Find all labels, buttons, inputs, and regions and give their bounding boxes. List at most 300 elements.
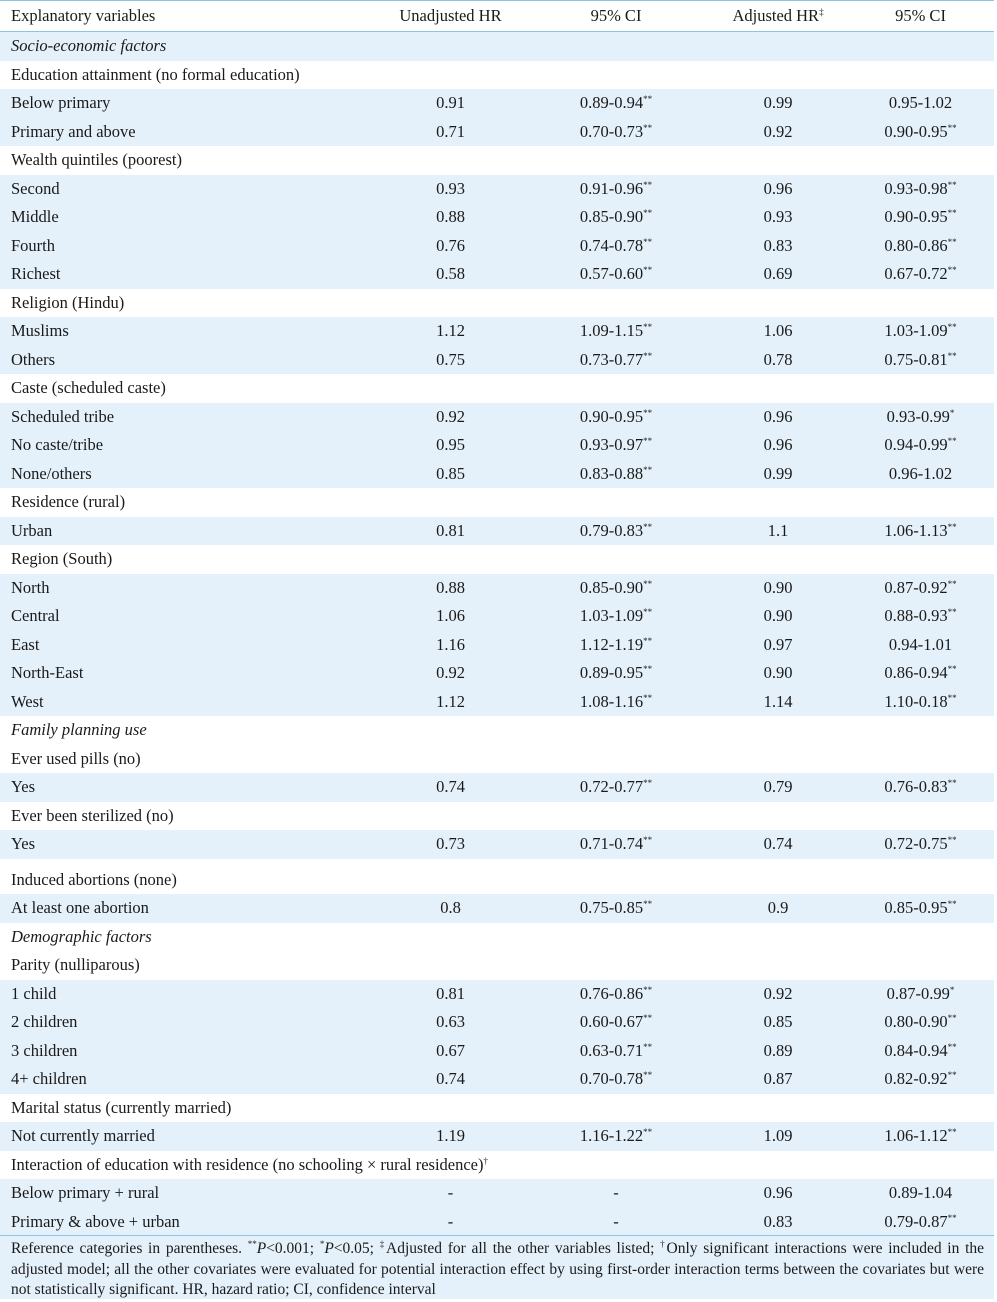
section-title: Socio-economic factors [0, 32, 994, 61]
group-title [0, 1094, 994, 1123]
unadjusted-ci-cell [523, 980, 709, 1009]
row-label: Below primary + rural [0, 1179, 378, 1208]
row-label: 2 children [0, 1008, 378, 1037]
adjusted-hr-cell: 0.92 [709, 980, 847, 1009]
significance-mark: ** [947, 578, 957, 589]
adjusted-hr-cell: 0.96 [709, 175, 847, 204]
unadjusted-ci-value: 0.93-0.97 [579, 435, 644, 454]
table-row [0, 1179, 994, 1208]
group-title-mark: † [483, 1155, 488, 1166]
table-row [0, 1122, 994, 1151]
adjusted-ci-value: 0.67-0.72 [884, 264, 948, 283]
unadjusted-hr-cell: 0.8 [378, 894, 523, 923]
section-title: Family planning use [11, 720, 147, 739]
unadjusted-hr-cell: 0.74 [378, 773, 523, 802]
row-label: Central [0, 602, 378, 631]
group-title-text: Induced abortions (none) [11, 869, 177, 889]
group-header-row [0, 951, 994, 980]
row-label: Yes [0, 830, 378, 862]
unadjusted-ci-cell [523, 1179, 709, 1208]
adjusted-ci-cell [847, 460, 994, 489]
unadjusted-ci-value: 0.71-0.74 [579, 834, 644, 853]
table-row [0, 602, 994, 631]
adjusted-ci-cell [847, 118, 994, 147]
group-title-text: Education attainment (no formal education) [11, 64, 300, 84]
unadjusted-ci-value: 0.63-0.71 [579, 1040, 644, 1060]
adjusted-ci-cell [847, 1037, 994, 1066]
group-header-row [0, 1094, 994, 1123]
header-adjusted-hr [709, 1, 847, 32]
adjusted-hr-cell: 0.78 [709, 346, 847, 375]
adjusted-ci-value: 0.89-1.04 [888, 1183, 953, 1202]
footnote-mark-double-star: ** [247, 1239, 257, 1249]
significance-mark: ** [643, 1013, 653, 1023]
adjusted-ci-value: 0.76-0.83 [884, 777, 948, 796]
unadjusted-hr-cell: 0.93 [378, 175, 523, 204]
adjusted-ci-value: 0.85-0.95 [884, 898, 948, 917]
table-row [0, 1037, 994, 1066]
header-unadjusted-hr: Unadjusted HR [378, 1, 523, 32]
significance-mark: ** [643, 1070, 653, 1080]
unadjusted-ci-value: 0.70-0.78 [579, 1069, 644, 1088]
unadjusted-ci-value: 0.57-0.60 [579, 264, 644, 283]
unadjusted-ci-cell [523, 260, 709, 289]
adjusted-ci-cell [847, 1179, 994, 1208]
significance-mark: ** [947, 236, 957, 247]
unadjusted-ci-cell [523, 517, 709, 546]
unadjusted-ci-cell [523, 431, 709, 460]
adjusted-hr-cell: 0.90 [709, 602, 847, 631]
adjusted-hr-cell: 0.89 [709, 1037, 847, 1066]
significance-mark: ** [643, 94, 653, 104]
unadjusted-ci-cell [523, 1208, 709, 1237]
unadjusted-hr-cell: 0.74 [378, 1065, 523, 1094]
unadjusted-ci-value: 1.08-1.16 [579, 691, 644, 711]
group-header-row [0, 1151, 994, 1180]
footnote-mark-star: * [319, 1239, 325, 1249]
adjusted-hr-cell: 0.79 [709, 773, 847, 802]
adjusted-hr-cell: 1.06 [709, 317, 847, 346]
group-title [0, 802, 994, 831]
row-label: North-East [0, 659, 378, 688]
unadjusted-hr-cell: 0.63 [378, 1008, 523, 1037]
group-title-text: Interaction of education with residence (no schooling × rural residence) [11, 1154, 484, 1174]
adjusted-ci-value: 0.75-0.81 [884, 349, 948, 369]
group-title [0, 862, 994, 894]
adjusted-ci-value: 0.72-0.75 [884, 834, 948, 853]
adjusted-ci-value: 0.80-0.90 [884, 1012, 948, 1031]
unadjusted-ci-cell [523, 830, 709, 862]
group-title-text: Religion (Hindu) [11, 292, 125, 312]
row-label: Primary & above + urban [0, 1208, 378, 1237]
row-label: Primary and above [0, 118, 378, 147]
unadjusted-hr-cell: 1.16 [378, 631, 523, 660]
table-row [0, 773, 994, 802]
footnote-p-symbol: P [324, 1240, 334, 1257]
unadjusted-ci-cell [523, 602, 709, 631]
footnote-p-symbol: P [256, 1240, 267, 1257]
significance-mark: ** [643, 778, 653, 788]
adjusted-ci-cell [847, 203, 994, 232]
adjusted-hr-cell: 0.96 [709, 431, 847, 460]
group-title-text: Region (South) [11, 549, 113, 568]
unadjusted-ci-value: 0.90-0.95 [579, 406, 644, 426]
significance-mark: ** [947, 664, 957, 674]
group-header-row [0, 61, 994, 90]
row-label: Yes [0, 773, 378, 802]
significance-mark: ** [947, 521, 957, 532]
significance-mark: ** [947, 208, 957, 218]
unadjusted-hr-cell: 0.88 [378, 203, 523, 232]
unadjusted-ci-cell [523, 89, 709, 118]
significance-mark: ** [643, 236, 653, 247]
table-body [0, 32, 994, 1237]
adjusted-hr-cell: 0.99 [709, 460, 847, 489]
unadjusted-hr-cell: 0.88 [378, 574, 523, 603]
footnote-text: Only significant interactions were included in the adjusted model; all the other covariates were evaluated for potential interaction effect by using first-order interaction terms between the covariates but were not statistically significant. HR, hazard ratio; CI, confidence interval [11, 1240, 984, 1298]
adjusted-hr-cell: 0.97 [709, 631, 847, 660]
significance-mark: * [949, 407, 955, 418]
group-header-row [0, 289, 994, 318]
adjusted-ci-value: 0.93-0.98 [884, 178, 948, 198]
adjusted-ci-value: 1.06-1.12 [884, 1126, 948, 1145]
group-title [0, 146, 994, 175]
group-title [0, 545, 994, 574]
adjusted-ci-value: 0.90-0.95 [884, 207, 948, 226]
unadjusted-hr-cell: 0.75 [378, 346, 523, 375]
table-row [0, 260, 994, 289]
footnote-text: Adjusted for all the other variables listed; [386, 1240, 661, 1257]
row-label: Below primary [0, 89, 378, 118]
significance-mark: ** [643, 265, 653, 275]
group-title-text: Residence (rural) [11, 492, 126, 511]
group-header-row [0, 545, 994, 574]
significance-mark: ** [643, 122, 653, 133]
unadjusted-ci-cell [523, 175, 709, 204]
unadjusted-hr-cell: 1.12 [378, 688, 523, 717]
unadjusted-hr-cell: 0.95 [378, 431, 523, 460]
significance-mark: ** [643, 1127, 653, 1137]
footnote-text: <0.001; [266, 1240, 320, 1257]
significance-mark: ** [643, 208, 653, 218]
significance-mark: ** [643, 436, 653, 446]
significance-mark: ** [643, 635, 653, 646]
adjusted-ci-cell [847, 773, 994, 802]
table-row [0, 659, 994, 688]
unadjusted-ci-cell [523, 346, 709, 375]
group-header-row [0, 146, 994, 175]
adjusted-hr-cell: 0.96 [709, 403, 847, 432]
row-label: North [0, 574, 378, 603]
adjusted-hr-cell: 1.1 [709, 517, 847, 546]
row-label: Muslims [0, 317, 378, 346]
significance-mark: ** [643, 835, 653, 845]
section-header-row [0, 923, 994, 952]
unadjusted-ci-value: 1.03-1.09 [579, 606, 644, 625]
adjusted-ci-cell [847, 517, 994, 546]
significance-mark: ** [947, 1127, 957, 1137]
adjusted-ci-value: 0.86-0.94 [884, 663, 948, 682]
adjusted-hr-cell: 0.90 [709, 659, 847, 688]
table-row [0, 574, 994, 603]
unadjusted-ci-cell [523, 773, 709, 802]
adjusted-ci-value: 0.84-0.94 [884, 1040, 948, 1060]
unadjusted-hr-cell: 0.92 [378, 403, 523, 432]
table-row [0, 631, 994, 660]
header-unadjusted-ci: 95% CI [523, 1, 709, 32]
significance-mark: ** [947, 1212, 957, 1223]
table-row [0, 346, 994, 375]
adjusted-hr-cell: 0.74 [709, 830, 847, 862]
table-row [0, 517, 994, 546]
table-row [0, 232, 994, 261]
row-label: 4+ children [0, 1065, 378, 1094]
significance-mark: ** [947, 835, 957, 845]
footnote-text: Reference categories in parentheses. [11, 1240, 248, 1257]
footnote-mark-dagger: † [660, 1239, 667, 1249]
group-title [0, 374, 994, 403]
significance-mark: ** [947, 179, 957, 190]
group-title-text: Ever used pills (no) [11, 748, 141, 768]
significance-mark: ** [643, 607, 653, 617]
row-label: Others [0, 346, 378, 375]
table-header-row [0, 1, 994, 32]
group-header-row [0, 374, 994, 403]
group-title [0, 488, 994, 517]
adjusted-hr-cell: 0.92 [709, 118, 847, 147]
unadjusted-hr-cell: 1.19 [378, 1122, 523, 1151]
unadjusted-ci-value: 0.89-0.95 [579, 663, 644, 682]
table-row [0, 317, 994, 346]
adjusted-ci-cell [847, 574, 994, 603]
row-label: Richest [0, 260, 378, 289]
group-title [0, 61, 994, 90]
adjusted-hr-cell: 0.83 [709, 1208, 847, 1237]
adjusted-ci-cell [847, 431, 994, 460]
adjusted-ci-value: 0.80-0.86 [884, 235, 948, 255]
adjusted-ci-value: 0.94-0.99 [884, 435, 948, 454]
adjusted-ci-cell [847, 317, 994, 346]
unadjusted-ci-value: 0.60-0.67 [579, 1012, 644, 1031]
unadjusted-hr-cell: 1.06 [378, 602, 523, 631]
unadjusted-ci-value: 0.75-0.85 [579, 898, 644, 917]
adjusted-ci-value: 0.87-0.99 [886, 983, 950, 1003]
significance-mark: ** [643, 464, 653, 475]
adjusted-ci-value: 0.93-0.99 [886, 406, 950, 426]
unadjusted-ci-value: 0.91-0.96 [579, 178, 644, 198]
group-title-text: Wealth quintiles (poorest) [11, 150, 182, 169]
significance-mark: ** [643, 1041, 653, 1052]
adjusted-ci-cell [847, 1008, 994, 1037]
unadjusted-hr-cell: 0.85 [378, 460, 523, 489]
group-title [0, 1151, 994, 1180]
footnote-text: <0.05; [333, 1240, 380, 1257]
group-header-row [0, 488, 994, 517]
significance-mark: ** [947, 350, 957, 361]
group-header-row [0, 802, 994, 831]
unadjusted-hr-cell: 0.81 [378, 517, 523, 546]
unadjusted-ci-value: - [613, 1183, 619, 1202]
unadjusted-hr-cell: 0.76 [378, 232, 523, 261]
adjusted-hr-cell: 0.85 [709, 1008, 847, 1037]
table-footnote [0, 1235, 994, 1299]
adjusted-ci-cell [847, 260, 994, 289]
adjusted-ci-cell [847, 894, 994, 923]
significance-mark: ** [947, 1041, 957, 1052]
adjusted-ci-value: 0.87-0.92 [884, 577, 948, 597]
significance-mark: ** [947, 692, 957, 703]
unadjusted-ci-cell [523, 1122, 709, 1151]
unadjusted-ci-value: 0.85-0.90 [579, 207, 644, 226]
group-title [0, 289, 994, 318]
unadjusted-ci-cell [523, 203, 709, 232]
significance-mark: ** [947, 322, 957, 332]
significance-mark: ** [947, 265, 957, 275]
adjusted-hr-cell: 0.93 [709, 203, 847, 232]
section-header-row [0, 716, 994, 745]
table-row [0, 1008, 994, 1037]
adjusted-ci-cell [847, 232, 994, 261]
adjusted-hr-cell: 0.69 [709, 260, 847, 289]
unadjusted-ci-cell [523, 659, 709, 688]
row-label: West [0, 688, 378, 717]
significance-mark: ** [643, 407, 653, 418]
significance-mark: ** [643, 322, 653, 332]
row-label: No caste/tribe [0, 431, 378, 460]
unadjusted-hr-cell: - [378, 1208, 523, 1237]
adjusted-hr-cell: 0.87 [709, 1065, 847, 1094]
group-title-text: Marital status (currently married) [11, 1097, 232, 1117]
unadjusted-ci-value: 1.16-1.22 [579, 1126, 644, 1145]
row-label: Fourth [0, 232, 378, 261]
significance-mark: ** [643, 984, 653, 995]
unadjusted-ci-value: 0.83-0.88 [579, 463, 644, 483]
table-row [0, 980, 994, 1009]
unadjusted-hr-cell: - [378, 1179, 523, 1208]
unadjusted-ci-cell [523, 631, 709, 660]
significance-mark: ** [643, 578, 653, 589]
significance-mark: ** [947, 1070, 957, 1080]
unadjusted-ci-value: 0.74-0.78 [579, 235, 644, 255]
table-row [0, 1065, 994, 1094]
adjusted-hr-cell: 0.83 [709, 232, 847, 261]
significance-mark: ** [947, 778, 957, 788]
unadjusted-ci-value: 1.12-1.19 [579, 634, 644, 654]
unadjusted-ci-cell [523, 894, 709, 923]
adjusted-ci-value: 1.03-1.09 [884, 321, 948, 340]
adjusted-hr-cell: 0.90 [709, 574, 847, 603]
unadjusted-ci-value: 0.76-0.86 [579, 983, 644, 1003]
group-title [0, 951, 994, 980]
section-title: Demographic factors [11, 926, 152, 946]
unadjusted-ci-cell [523, 118, 709, 147]
significance-mark: ** [947, 122, 957, 133]
table-row [0, 403, 994, 432]
unadjusted-ci-value: 0.73-0.77 [579, 349, 644, 369]
row-label: Middle [0, 203, 378, 232]
row-label: Not currently married [0, 1122, 378, 1151]
adjusted-hr-cell: 0.99 [709, 89, 847, 118]
adjusted-ci-cell [847, 403, 994, 432]
adjusted-ci-cell [847, 89, 994, 118]
adjusted-hr-cell: 1.09 [709, 1122, 847, 1151]
adjusted-ci-cell [847, 659, 994, 688]
group-title-text: Ever been sterilized (no) [11, 805, 174, 825]
unadjusted-ci-cell [523, 232, 709, 261]
unadjusted-hr-cell: 0.71 [378, 118, 523, 147]
table-row [0, 830, 994, 862]
unadjusted-hr-cell: 0.58 [378, 260, 523, 289]
table-row [0, 431, 994, 460]
unadjusted-ci-cell [523, 403, 709, 432]
adjusted-ci-cell [847, 1122, 994, 1151]
table-row [0, 1208, 994, 1237]
significance-mark: ** [643, 350, 653, 361]
significance-mark: ** [947, 607, 957, 617]
significance-mark: ** [947, 436, 957, 446]
significance-mark: ** [643, 664, 653, 674]
unadjusted-ci-cell [523, 574, 709, 603]
significance-mark: * [949, 984, 955, 995]
adjusted-ci-value: 0.96-1.02 [888, 463, 953, 483]
row-label: Second [0, 175, 378, 204]
unadjusted-hr-cell: 0.73 [378, 830, 523, 862]
group-header-row [0, 862, 994, 894]
table-row [0, 175, 994, 204]
row-label: 3 children [0, 1037, 378, 1066]
group-title [0, 745, 994, 774]
header-explanatory-variables: Explanatory variables [0, 1, 378, 32]
unadjusted-ci-cell [523, 688, 709, 717]
group-title-text: Caste (scheduled caste) [11, 378, 166, 397]
adjusted-ci-value: 0.94-1.01 [888, 634, 953, 654]
unadjusted-ci-value: 0.72-0.77 [579, 777, 644, 796]
table-row [0, 203, 994, 232]
adjusted-ci-value: 1.10-0.18 [884, 691, 948, 711]
adjusted-ci-cell [847, 980, 994, 1009]
table-row [0, 688, 994, 717]
unadjusted-hr-cell: 0.91 [378, 89, 523, 118]
adjusted-ci-value: 0.88-0.93 [884, 606, 948, 625]
significance-mark: ** [947, 1013, 957, 1023]
significance-mark: ** [643, 899, 653, 909]
row-label: 1 child [0, 980, 378, 1009]
group-title-text: Parity (nulliparous) [11, 955, 140, 974]
header-adjusted-ci: 95% CI [847, 1, 994, 32]
unadjusted-hr-cell: 0.92 [378, 659, 523, 688]
unadjusted-hr-cell: 0.81 [378, 980, 523, 1009]
unadjusted-ci-value: 0.70-0.73 [579, 121, 644, 141]
adjusted-ci-value: 0.79-0.87 [884, 1211, 948, 1231]
adjusted-ci-value: 0.82-0.92 [884, 1069, 948, 1088]
row-label: Urban [0, 517, 378, 546]
table-row [0, 118, 994, 147]
unadjusted-hr-cell: 0.67 [378, 1037, 523, 1066]
unadjusted-ci-value: 0.85-0.90 [579, 577, 644, 597]
adjusted-hr-cell: 0.96 [709, 1179, 847, 1208]
group-header-row [0, 745, 994, 774]
unadjusted-ci-cell [523, 1037, 709, 1066]
significance-mark: ** [947, 899, 957, 909]
unadjusted-ci-cell [523, 460, 709, 489]
adjusted-ci-cell [847, 631, 994, 660]
section-header-row [0, 32, 994, 61]
unadjusted-ci-cell [523, 1008, 709, 1037]
adjusted-ci-cell [847, 688, 994, 717]
row-label: East [0, 631, 378, 660]
adjusted-ci-cell [847, 1208, 994, 1237]
significance-mark: ** [643, 521, 653, 532]
